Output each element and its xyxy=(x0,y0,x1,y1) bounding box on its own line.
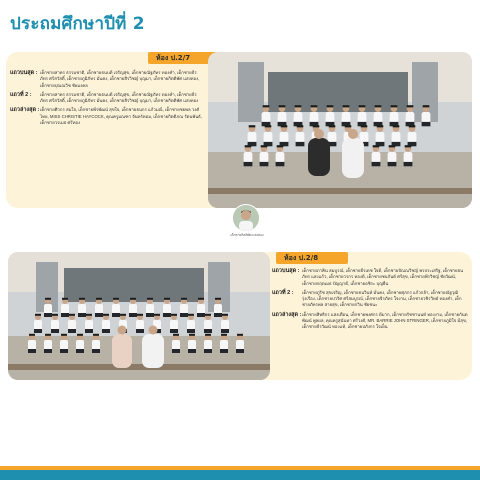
row-names: เด็กชายศิวกร สมใจ, เด็กชายพีรพัฒน์ สุขใจ, เด็กชายธนกร แก้วมณี, เด็กชายชยพล วงศ์ไทย, MISS CHRISTIE HAYCOCK, คุณครูมณฑา จันทร์หอม, เด็กชายกิตติภณ รัตนพันธ์, เด็กชายวรเมธ ศรีทอง xyxy=(40,107,202,126)
row-names: เด็กชายสาคร ธรรมชาติ, เด็กชายธนบดี เจริญสุข, เด็กชายณัฐภัทร ทองคำ, เด็กชายธีรภัทร ศรีสวัสดิ์, เด็กชายภูมิภัทร มั่นคง, เด็กชายสิรวิชญ์ บุญมา, เด็กชายกิตติพัศ แสงทอง, เด็กชายปุณณวิช ชัยมงคล xyxy=(40,70,200,88)
room-label-2-8: ห้อง ป.2/8 xyxy=(276,252,348,264)
student-names-2-7 xyxy=(10,70,202,129)
name-row xyxy=(10,92,202,105)
row-label: แถวล่างสุด : xyxy=(272,311,302,318)
name-row xyxy=(272,312,468,331)
room-label-2-7: ห้อง ป.2/7 xyxy=(148,52,220,64)
row-names: เด็กชายสาคร ธรรมชาติ, เด็กชายธนบดี เจริญสุข, เด็กชายณัฐภัทร ทองคำ, เด็กชายธีรภัทร ศรีสวัสดิ์, เด็กชายภูมิภัทร มั่นคง, เด็กชายสิรวิชญ์ บุญมา, เด็กชายกิตติพัศ แสงทอง xyxy=(40,91,199,104)
student-portrait xyxy=(232,204,260,232)
class-photo-2-8 xyxy=(8,252,270,380)
row-names: เด็กชายภาคิน สมบูรณ์, เด็กชายธีรเดช ใจดี, เด็กชายปัณณวิชญ์ พรประเสริฐ, เด็กชายธนภัทร แสงแก้ว, เด็กชายวรกร ทองดี, เด็กชายชนกันต์ ศรีสุข, เด็กชายพีรวิชญ์ ชัยวัฒน์, เด็กชายกฤตเมธ ปัญญาดี, เด็กชายอชิระ บุญยืน xyxy=(302,268,464,286)
name-row xyxy=(10,70,202,89)
portrait-caption: เด็กชายกิตติพัศ แสงทอง xyxy=(230,233,264,237)
row-label: แถวบนสุด : xyxy=(272,268,300,274)
row-label: แถวที่ 2 : xyxy=(272,289,294,296)
row-names: เด็กชายภูริช สุขเจริญ, เด็กชายธนวินท์ มั่นคง, เด็กชายศุภกร แก้วกล้า, เด็กชายณัฐวุฒิ รุ่งเรือง, เด็กชายปวริศ ศรีสมบูรณ์, เด็กชายจิรภัทร ใจงาม, เด็กชายวชิรวิทย์ ทองคำ, เด็กชายภัทรพล สายสุข, เด็กชายกวิน ชัยชนะ xyxy=(302,289,462,308)
name-row xyxy=(10,107,202,126)
name-row xyxy=(272,290,468,309)
name-row xyxy=(272,268,468,287)
class-photo-2-7 xyxy=(208,52,472,208)
student-names-2-8 xyxy=(272,268,468,334)
footer-band xyxy=(0,466,480,480)
row-names: เด็กชายสิทธิกร แสงเดือน, เด็กชายพงศกร ดีมาก, เด็กชายรัชชานนท์ ทองงาม, เด็กชายกันตพัฒน์ พูลผล, คุณครูสุนันทา ศรีวงศ์, MR. BARRIE JOHN STRINGER, เด็กชายภูมิใจ มีสุข, เด็กชายธีรวัฒน์ ทองแท้, เด็กชายปภังกร ใจเย็น xyxy=(302,311,468,330)
row-label: แถวล่างสุด : xyxy=(10,107,40,114)
row-label: แถวที่ 2 : xyxy=(10,91,32,98)
row-label: แถวบนสุด : xyxy=(10,70,38,76)
page-title: ประถมศึกษาปีที่ 2 xyxy=(10,14,145,34)
